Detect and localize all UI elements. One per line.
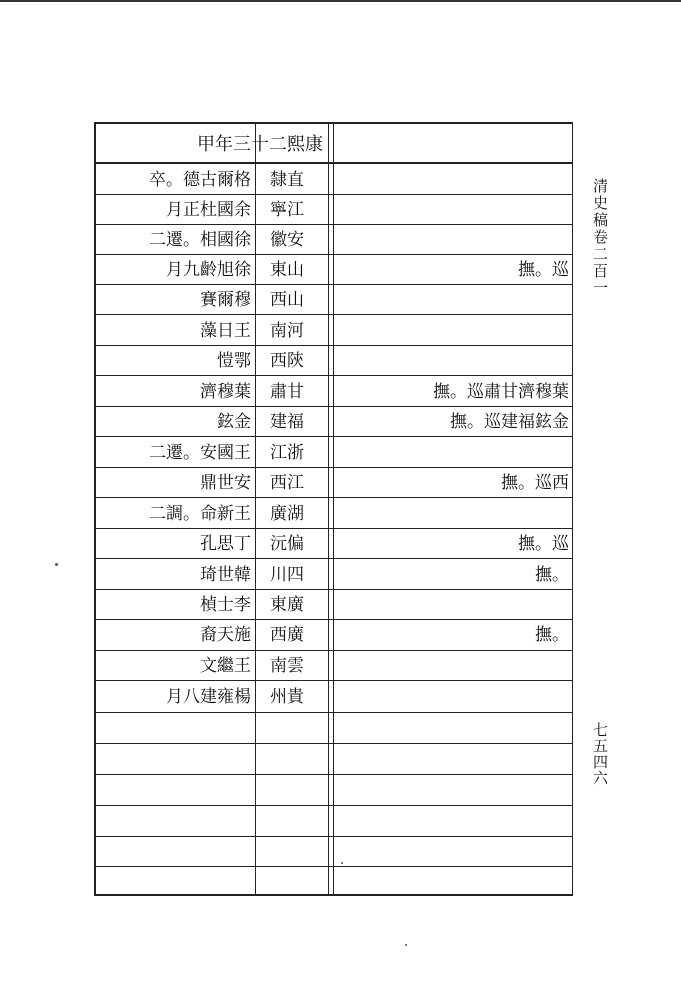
table-cell-r9-province: 江浙 xyxy=(270,443,304,463)
scan-speck xyxy=(405,944,407,946)
table-cell-r0-name: 卒。德古爾格 xyxy=(149,170,251,190)
table-cell-r16-name: 文繼王 xyxy=(200,656,251,676)
row-line xyxy=(94,314,573,315)
table-cell-r1-province: 寧江 xyxy=(270,200,304,220)
row-line xyxy=(94,650,573,651)
row-line xyxy=(94,406,573,407)
table-cell-r7-name: 濟穆葉 xyxy=(200,382,251,402)
table-cell-r11-province: 廣湖 xyxy=(270,504,304,524)
header-top-line xyxy=(94,122,573,124)
table-cell-r17-province: 州貴 xyxy=(270,687,304,707)
table-cell-r13-post: 撫。 xyxy=(535,565,569,585)
row-line xyxy=(94,589,573,590)
table-cell-r16-province: 南雲 xyxy=(270,656,304,676)
header-year-cell: 甲年三十二熙康 xyxy=(197,134,323,155)
table-cell-r17-name: 月八建雍楊 xyxy=(166,687,251,707)
table-cell-r6-name: 愷鄂 xyxy=(217,351,251,371)
table-cell-r12-name: 孔思丁 xyxy=(200,534,251,554)
table-cell-r3-province: 東山 xyxy=(270,260,304,280)
table-cell-r7-province: 肅甘 xyxy=(270,382,304,402)
page-number: 七五四六 xyxy=(591,722,609,786)
row-line xyxy=(94,680,573,681)
table-cell-r15-post: 撫。 xyxy=(535,625,569,645)
table-cell-r8-name: 鉉金 xyxy=(217,412,251,432)
empty-row-line xyxy=(94,774,573,775)
row-line xyxy=(94,436,573,437)
empty-row-line xyxy=(94,805,573,806)
table-cell-r11-name: 二調。命新王 xyxy=(149,504,251,524)
table-left-border xyxy=(94,122,96,894)
table-cell-r15-name: 裔天施 xyxy=(200,625,251,645)
table-cell-r4-name: 賽爾穆 xyxy=(200,290,251,310)
row-line xyxy=(94,467,573,468)
table-cell-r2-name: 二遷。相國徐 xyxy=(149,230,251,250)
table-cell-r15-province: 西廣 xyxy=(270,625,304,645)
row-line xyxy=(94,224,573,225)
table-cell-r5-province: 南河 xyxy=(270,321,304,341)
scan-speck xyxy=(341,862,343,864)
table-cell-r12-province: 沅偏 xyxy=(270,534,304,554)
table-cell-r2-province: 徽安 xyxy=(270,230,304,250)
row-line xyxy=(94,712,573,713)
row-line xyxy=(94,375,573,376)
row-line xyxy=(94,254,573,255)
table-cell-r4-province: 西山 xyxy=(270,290,304,310)
row-line xyxy=(94,558,573,559)
table-cell-r3-name: 月九齡旭徐 xyxy=(166,260,251,280)
empty-row-line xyxy=(94,743,573,744)
row-line xyxy=(94,619,573,620)
row-line xyxy=(94,194,573,195)
header-bottom-line xyxy=(94,162,573,164)
table-cell-r5-name: 藻日王 xyxy=(200,321,251,341)
page-top-border xyxy=(0,0,681,2)
table-cell-r13-province: 川四 xyxy=(270,565,304,585)
row-line xyxy=(94,284,573,285)
table-cell-r14-province: 東廣 xyxy=(270,595,304,615)
table-right-border xyxy=(572,122,573,894)
table-cell-r10-name: 鼎世安 xyxy=(200,473,251,493)
empty-row-line xyxy=(94,866,573,867)
book-title: 清史稿卷二百一 xyxy=(591,178,609,297)
column-divider-3 xyxy=(333,122,334,894)
row-line xyxy=(94,345,573,346)
table-cell-r6-province: 西陝 xyxy=(270,351,304,371)
table-cell-r12-post: 撫。巡 xyxy=(518,534,569,554)
empty-row-line xyxy=(94,836,573,837)
table-cell-r8-post: 撫。巡建福鉉金 xyxy=(450,412,569,432)
row-line xyxy=(94,528,573,529)
table-cell-r9-name: 二遷。安國王 xyxy=(149,443,251,463)
table-cell-r8-province: 建福 xyxy=(270,412,304,432)
column-divider-1 xyxy=(255,122,256,894)
table-cell-r14-name: 楨士李 xyxy=(200,595,251,615)
table-cell-r10-post: 撫。巡西 xyxy=(501,473,569,493)
table-cell-r13-name: 琦世韓 xyxy=(200,565,251,585)
table-cell-r10-province: 西江 xyxy=(270,473,304,493)
table-cell-r1-name: 月正杜國余 xyxy=(166,200,251,220)
table-bottom-border xyxy=(94,894,573,896)
scan-speck xyxy=(55,563,58,566)
table-cell-r3-post: 撫。巡 xyxy=(518,260,569,280)
table-cell-r7-post: 撫。巡肅甘濟穆葉 xyxy=(433,382,569,402)
row-line xyxy=(94,497,573,498)
table-cell-r0-province: 隸直 xyxy=(270,170,304,190)
